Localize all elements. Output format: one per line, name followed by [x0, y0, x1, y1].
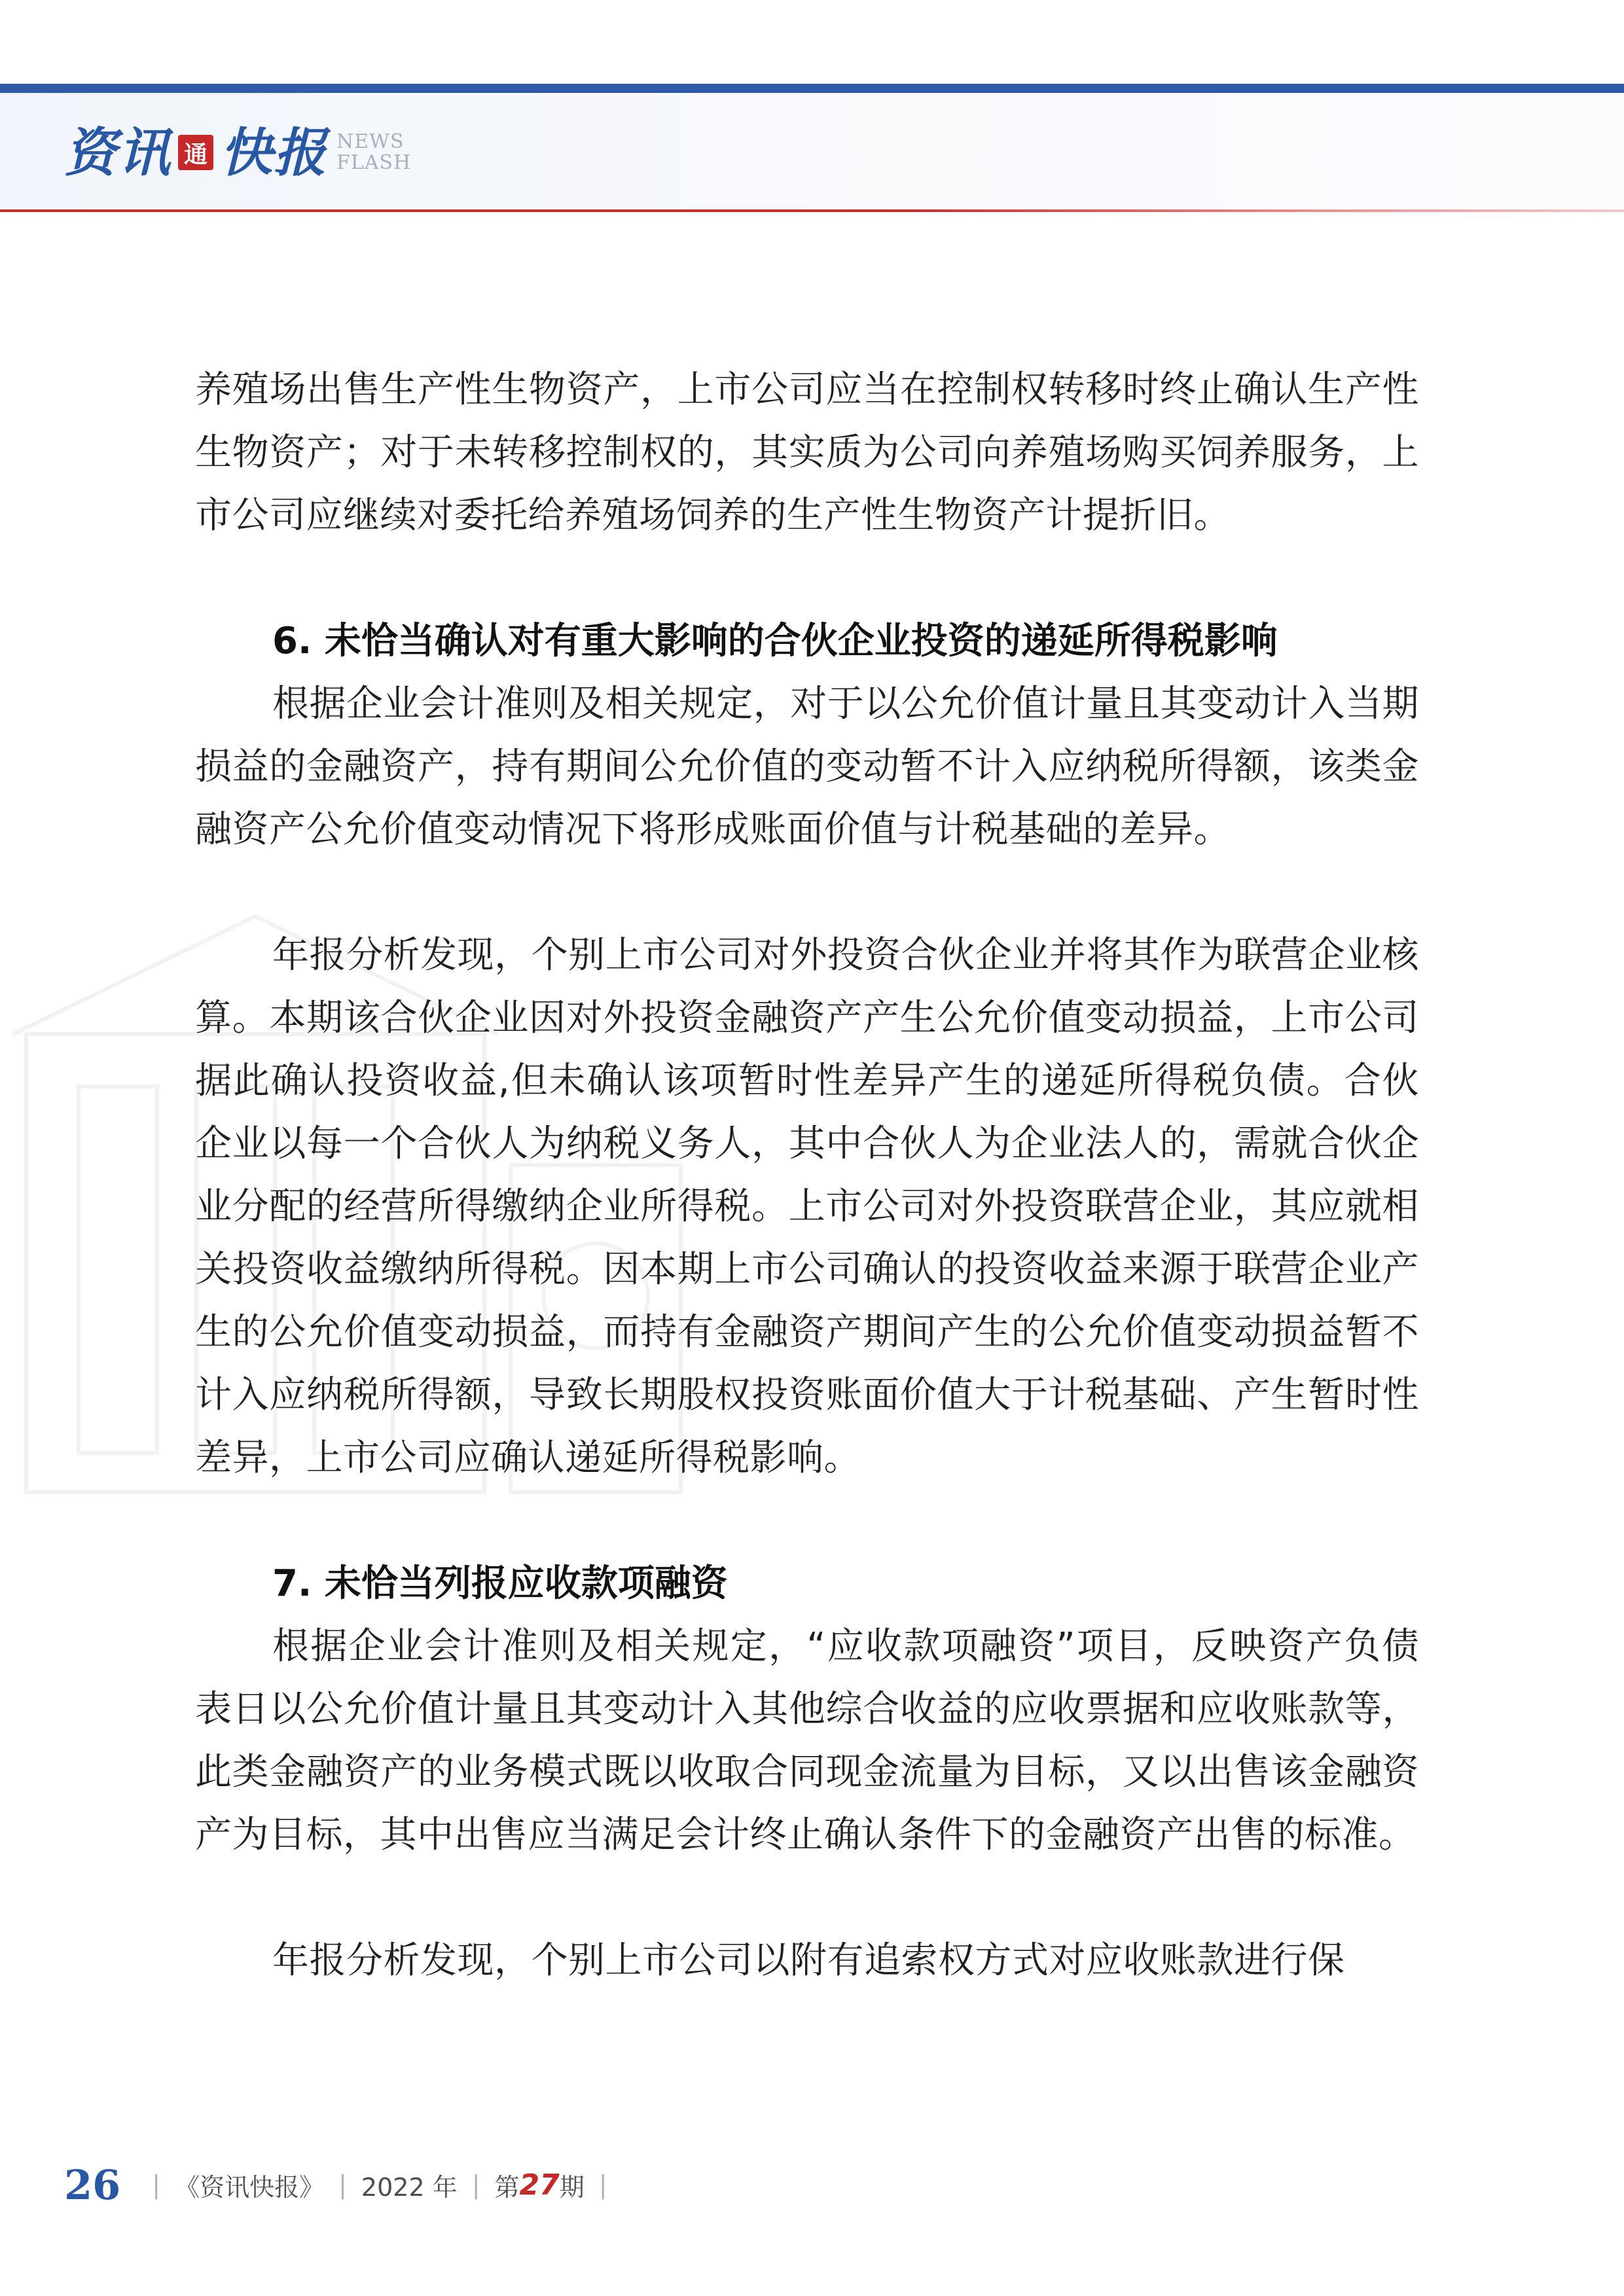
publication-logo	[64, 117, 411, 188]
footer-separator: |	[598, 2170, 607, 2199]
footer-publication-name: 《资讯快报》	[175, 2172, 325, 2202]
logo-text-part2: 快报	[220, 122, 327, 183]
logo-english-line2: FLASH	[336, 151, 412, 174]
spacer	[195, 1490, 1419, 1552]
page-footer	[64, 2157, 622, 2212]
header-bottom-rule	[0, 209, 1624, 212]
footer-issue-suffix: 期	[559, 2172, 585, 2202]
spacer	[195, 1867, 1419, 1929]
footer-separator: |	[471, 2170, 480, 2199]
section-6-heading: 6. 未恰当确认对有重大影响的合伙企业投资的递延所得税影响	[272, 620, 1278, 662]
section-7-paragraph-1: 根据企业会计准则及相关规定，“应收款项融资”项目，反映资产负债表日以公允价值计量且其变动计入其他综合收益的应收票据和应收账款等，此类金融资产的业务模式既以收取合同现金流量为目标，又以出售该金融资产为目标，其中出售应当满足会计终止确认条件下的金融资产出售的标准。	[195, 1625, 1419, 1856]
logo-seal-icon: 通	[178, 135, 213, 170]
footer-year: 2022 年	[361, 2172, 458, 2202]
logo-english-line1: NEWS	[336, 130, 405, 153]
section-7-paragraph-2: 年报分析发现，个别上市公司以附有追索权方式对应收账款进行保	[272, 1939, 1345, 1982]
footer-issue-prefix: 第	[494, 2172, 520, 2202]
footer-issue-number: 27	[519, 2168, 560, 2202]
spacer	[195, 861, 1419, 924]
spacer	[195, 547, 1419, 610]
section-6-paragraph-2: 年报分析发现，个别上市公司对外投资合伙企业并将其作为联营企业核算。本期该合伙企业因对外投资金融资产产生公允价值变动损益，上市公司据此确认投资收益,但未确认该项暂时性差异产生的递延所得税负债。合伙企业以每一个合伙人为纳税义务人，其中合伙人为企业法人的，需就合伙企业分配的经营所得缴纳企业所得税。上市公司对外投资联营企业，其应就相关投资收益缴纳所得税。因本期上市公司确认的投资收益来源于联营企业产生的公允价值变动损益，而持有金融资产期间产生的公允价值变动损益暂不计入应纳税所得额，导致长期股权投资账面价值大于计税基础、产生暂时性差异，上市公司应确认递延所得税影响。	[195, 934, 1419, 1479]
footer-separator: |	[338, 2170, 347, 2199]
page-number: 26	[64, 2161, 121, 2209]
logo-text-part1: 资讯	[64, 122, 171, 183]
article-body	[195, 359, 1419, 1992]
section-6-paragraph-1: 根据企业会计准则及相关规定，对于以公允价值计量且其变动计入当期损益的金融资产，持有期间公允价值的变动暂不计入应纳税所得额，该类金融资产公允价值变动情况下将形成账面价值与计税基础的差异。	[195, 683, 1419, 851]
section-7-heading: 7. 未恰当列报应收款项融资	[272, 1562, 728, 1605]
header-top-rule	[0, 84, 1624, 93]
paragraph-intro: 养殖场出售生产性生物资产，上市公司应当在控制权转移时终止确认生产性生物资产；对于未转移控制权的，其实质为公司向养殖场购买饲养服务，上市公司应继续对委托给养殖场饲养的生产性生物资产计提折旧。	[195, 368, 1419, 537]
logo-english	[336, 132, 411, 173]
footer-separator: |	[152, 2170, 161, 2199]
